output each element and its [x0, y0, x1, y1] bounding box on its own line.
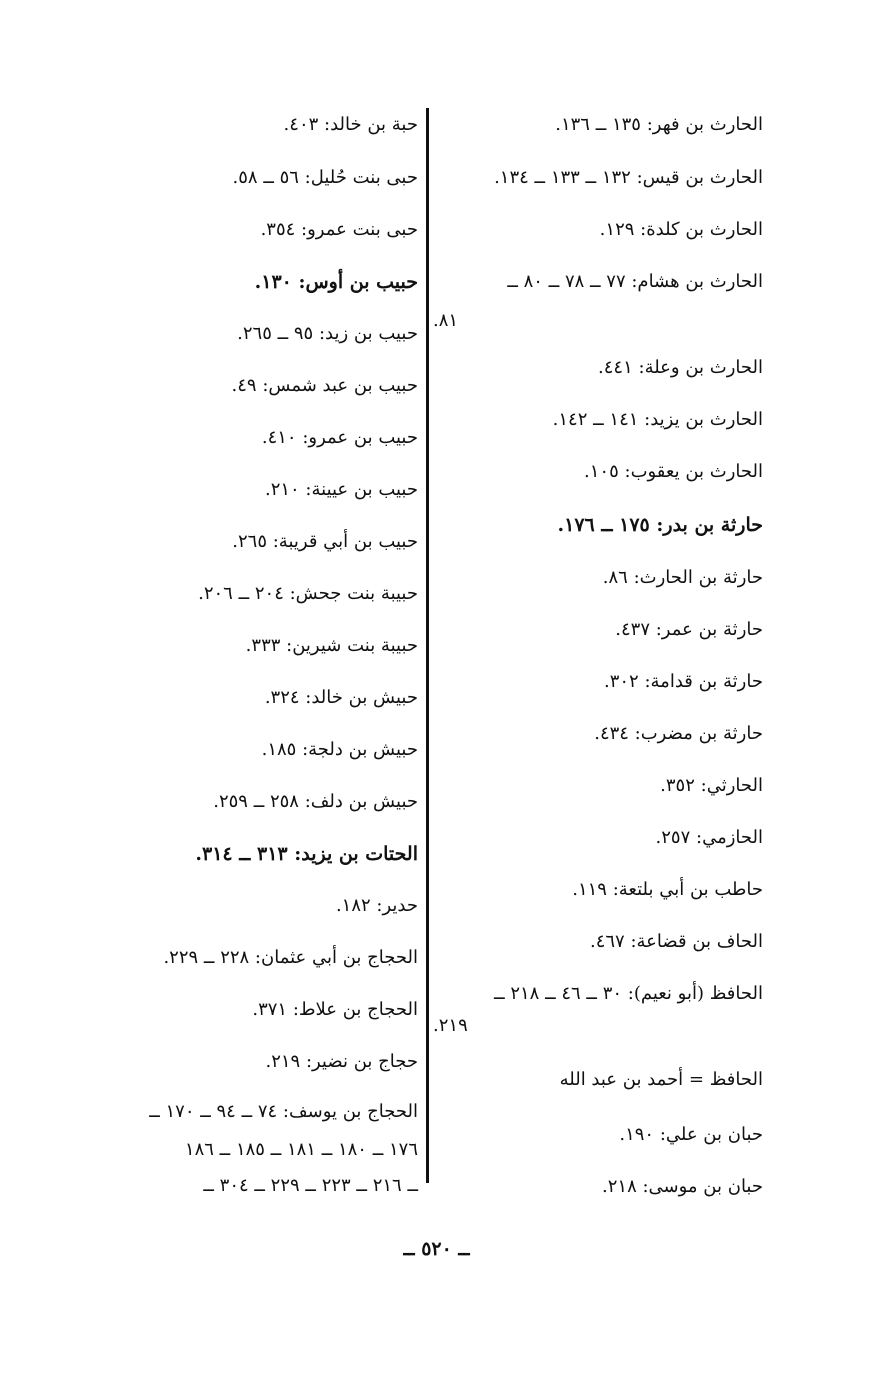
index-entry: حدير: ١٨٢. — [335, 895, 418, 916]
index-entry: الحجاج بن يوسف: ٧٤ ــ ٩٤ ــ ١٧٠ ــ — [149, 1101, 418, 1122]
index-entry: الحارث بن يزيد: ١٤١ ــ ١٤٢. — [552, 409, 763, 430]
index-entry: الحارث بن يعقوب: ١٠٥. — [584, 461, 763, 482]
index-entry: الحارث بن هشام: ٧٧ ــ ٧٨ ــ ٨٠ ــ — [507, 271, 763, 292]
index-entry: حجاج بن نضير: ٢١٩. — [265, 1051, 418, 1072]
index-entry: حارثة بن عمر: ٤٣٧. — [615, 619, 763, 640]
index-entry: الحارث بن فهر: ١٣٥ ــ ١٣٦. — [555, 114, 763, 135]
index-entry: حبيب بن أوس: ١٣٠. — [254, 271, 418, 293]
index-entry: حبة بن خالد: ٤٠٣. — [283, 114, 418, 135]
column-divider — [426, 108, 429, 1183]
index-entry: حبيش بن دلف: ٢٥٨ ــ ٢٥٩. — [213, 791, 418, 812]
index-entry: حبيب بن عبد شمس: ٤٩. — [231, 375, 418, 396]
index-entry: الحاف بن قضاعة: ٤٦٧. — [589, 931, 763, 952]
index-entry-continuation: ١٧٦ ــ ١٨٠ ــ ١٨١ ــ ١٨٥ ــ ١٨٦ — [184, 1139, 418, 1160]
index-entry: حبيب بن عمرو: ٤١٠. — [261, 427, 418, 448]
index-entry: حبيبة بنت جحش: ٢٠٤ ــ ٢٠٦. — [198, 583, 418, 604]
index-entry: الحافظ = أحمد بن عبد الله — [559, 1069, 763, 1090]
index-entry: حبيش بن خالد: ٣٢٤. — [264, 687, 418, 708]
index-entry-continuation: ــ ٢١٦ ــ ٢٢٣ ــ ٢٢٩ ــ ٣٠٤ ــ — [203, 1175, 418, 1196]
index-entry: الحارث بن كلدة: ١٢٩. — [599, 219, 763, 240]
index-entry: الحجاج بن علاط: ٣٧١. — [252, 999, 418, 1020]
index-entry: حبى بنت عمرو: ٣٥٤. — [260, 219, 418, 240]
index-entry: حبى بنت حُليل: ٥٦ ــ ٥٨. — [232, 167, 418, 188]
index-entry: حبيب بن زيد: ٩٥ ــ ٢٦٥. — [237, 323, 418, 344]
index-entry: الحتات بن يزيد: ٣١٣ ــ ٣١٤. — [195, 843, 418, 865]
index-entry: حبيب بن أبي قريبة: ٢٦٥. — [232, 531, 418, 552]
page-number: ــ ٥٢٠ ــ — [403, 1238, 470, 1260]
index-entry: الحارثي: ٣٥٢. — [660, 775, 763, 796]
index-entry: الحافظ (أبو نعيم): ٣٠ ــ ٤٦ ــ ٢١٨ ــ — [494, 983, 763, 1004]
index-entry: حارثة بن قدامة: ٣٠٢. — [603, 671, 763, 692]
index-entry: الحارث بن وعلة: ٤٤١. — [598, 357, 763, 378]
index-entry: حارثة بن بدر: ١٧٥ ــ ١٧٦. — [557, 514, 763, 536]
index-entry: حبان بن موسى: ٢١٨. — [602, 1176, 763, 1197]
index-entry-continuation: ٨١. — [433, 310, 459, 331]
index-entry: حارثة بن الحارث: ٨٦. — [602, 567, 763, 588]
index-entry: الحازمي: ٢٥٧. — [655, 827, 763, 848]
index-entry: حبيبة بنت شيرين: ٣٣٣. — [245, 635, 418, 656]
index-entry: حبيش بن دلجة: ١٨٥. — [261, 739, 418, 760]
index-entry: الحجاج بن أبي عثمان: ٢٢٨ ــ ٢٢٩. — [163, 947, 418, 968]
index-entry-continuation: ٢١٩. — [433, 1015, 468, 1036]
index-entry: حبيب بن عيينة: ٢١٠. — [264, 479, 418, 500]
index-entry: حارثة بن مضرب: ٤٣٤. — [594, 723, 763, 744]
index-entry: الحارث بن قيس: ١٣٢ ــ ١٣٣ ــ ١٣٤. — [494, 167, 763, 188]
index-entry: حاطب بن أبي بلتعة: ١١٩. — [572, 879, 763, 900]
index-entry: حبان بن علي: ١٩٠. — [619, 1124, 763, 1145]
